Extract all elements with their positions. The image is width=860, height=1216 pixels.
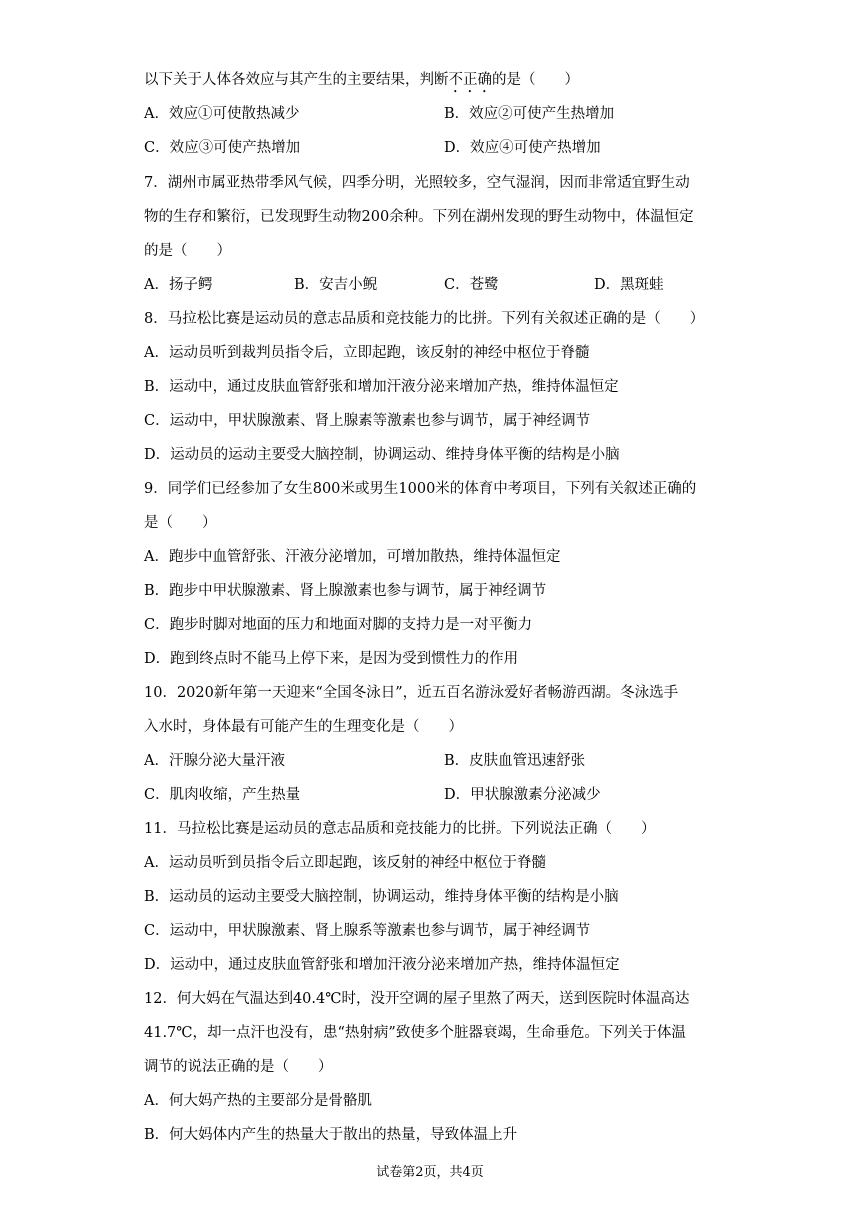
page-footer: 试卷第2页，共4页 [376,1165,484,1180]
question-7-line-1: 7．湖州市属亚热带季风气候，四季分明，光照较多，空气湿润，因而非常适宜野生动 [144,175,690,191]
q9-option-d: D．跑到终点时不能马上停下来，是因为受到惯性力的作用 [144,651,519,667]
q8-option-c: C．运动中，甲状腺激素、肾上腺素等激素也参与调节，属于神经调节 [144,413,591,429]
q7-option-b: B．安吉小鲵 [294,277,378,293]
q12-option-b: B．何大妈体内产生的热量大于散出的热量，导致体温上升 [144,1127,518,1143]
option-d: D．效应④可使产热增加 [444,140,601,156]
emphasis-text: 不正确 [448,72,492,88]
q10-option-a: A．汗腺分泌大量汗液 [144,753,285,769]
question-11-line-1: 11．马拉松比赛是运动员的意志品质和竞技能力的比拼。下列说法正确（ ） [144,821,656,837]
option-a: A．效应①可使散热减少 [144,106,300,122]
q9-option-a: A．跑步中血管舒张、汗液分泌增加，可增加散热，维持体温恒定 [144,549,561,565]
question-8-line-1: 8．马拉松比赛是运动员的意志品质和竞技能力的比拼。下列有关叙述正确的是（ ） [144,311,705,327]
question-stem-line: 以下关于人体各效应与其产生的主要结果，判断不正确的是（ ） [144,72,579,88]
option-b: B．效应②可使产生热增加 [444,106,615,122]
q8-option-a: A．运动员听到裁判员指令后，立即起跑，该反射的神经中枢位于脊髓 [144,345,590,361]
q10-option-d: D．甲状腺激素分泌减少 [444,787,601,803]
option-c: C．效应③可使产热增加 [144,140,301,156]
q10-option-c: C．肌肉收缩，产生热量 [144,787,301,803]
q8-option-b: B．运动中，通过皮肤血管舒张和增加汗液分泌来增加产热，维持体温恒定 [144,379,619,395]
question-9-line-2: 是（ ） [144,515,217,531]
q10-option-b: B．皮肤血管迅速舒张 [444,753,586,769]
q9-option-b: B．跑步中甲状腺激素、肾上腺激素也参与调节，属于神经调节 [144,583,547,599]
q9-option-c: C．跑步时脚对地面的压力和地面对脚的支持力是一对平衡力 [144,617,533,633]
q7-option-d: D．黑斑蛙 [594,277,664,293]
question-10-line-1: 10．2020新年第一天迎来“全国冬泳日”，近五百名游泳爱好者畅游西湖。冬泳选手 [144,685,679,701]
question-12-line-1: 12．何大妈在气温达到40.4℃时，没开空调的屋子里熬了两天，送到医院时体温高达 [144,991,690,1007]
q8-option-d: D．运动员的运动主要受大脑控制，协调运动、维持身体平衡的结构是小脑 [144,447,620,463]
q7-option-c: C．苍鹭 [444,277,499,293]
q12-option-a: A．何大妈产热的主要部分是骨骼肌 [144,1093,372,1109]
question-12-line-2: 41.7℃，却一点汗也没有，患“热射病”致使多个脏器衰竭，生命垂危。下列关于体温 [144,1025,686,1041]
question-7-line-3: 的是（ ） [144,243,231,259]
question-10-line-2: 入水时，身体最有可能产生的生理变化是（ ） [144,719,463,735]
question-9-line-1: 9．同学们已经参加了女生800米或男生1000米的体育中考项目，下列有关叙述正确的 [144,481,697,497]
question-12-line-3: 调节的说法正确的是（ ） [144,1059,333,1075]
question-7-line-2: 物的生存和繁衍，已发现野生动物200余种。下列在湖州发现的野生动物中，体温恒定 [144,209,694,225]
q11-option-b: B．运动员的运动主要受大脑控制，协调运动，维持身体平衡的结构是小脑 [144,889,619,905]
q11-option-c: C．运动中，甲状腺激素、肾上腺系等激素也参与调节，属于神经调节 [144,923,591,939]
q11-option-a: A．运动员听到员指令后立即起跑，该反射的神经中枢位于脊髓 [144,855,546,871]
q7-option-a: A．扬子鳄 [144,277,213,293]
q11-option-d: D．运动中，通过皮肤血管舒张和增加汗液分泌来增加产热，维持体温恒定 [144,957,620,973]
